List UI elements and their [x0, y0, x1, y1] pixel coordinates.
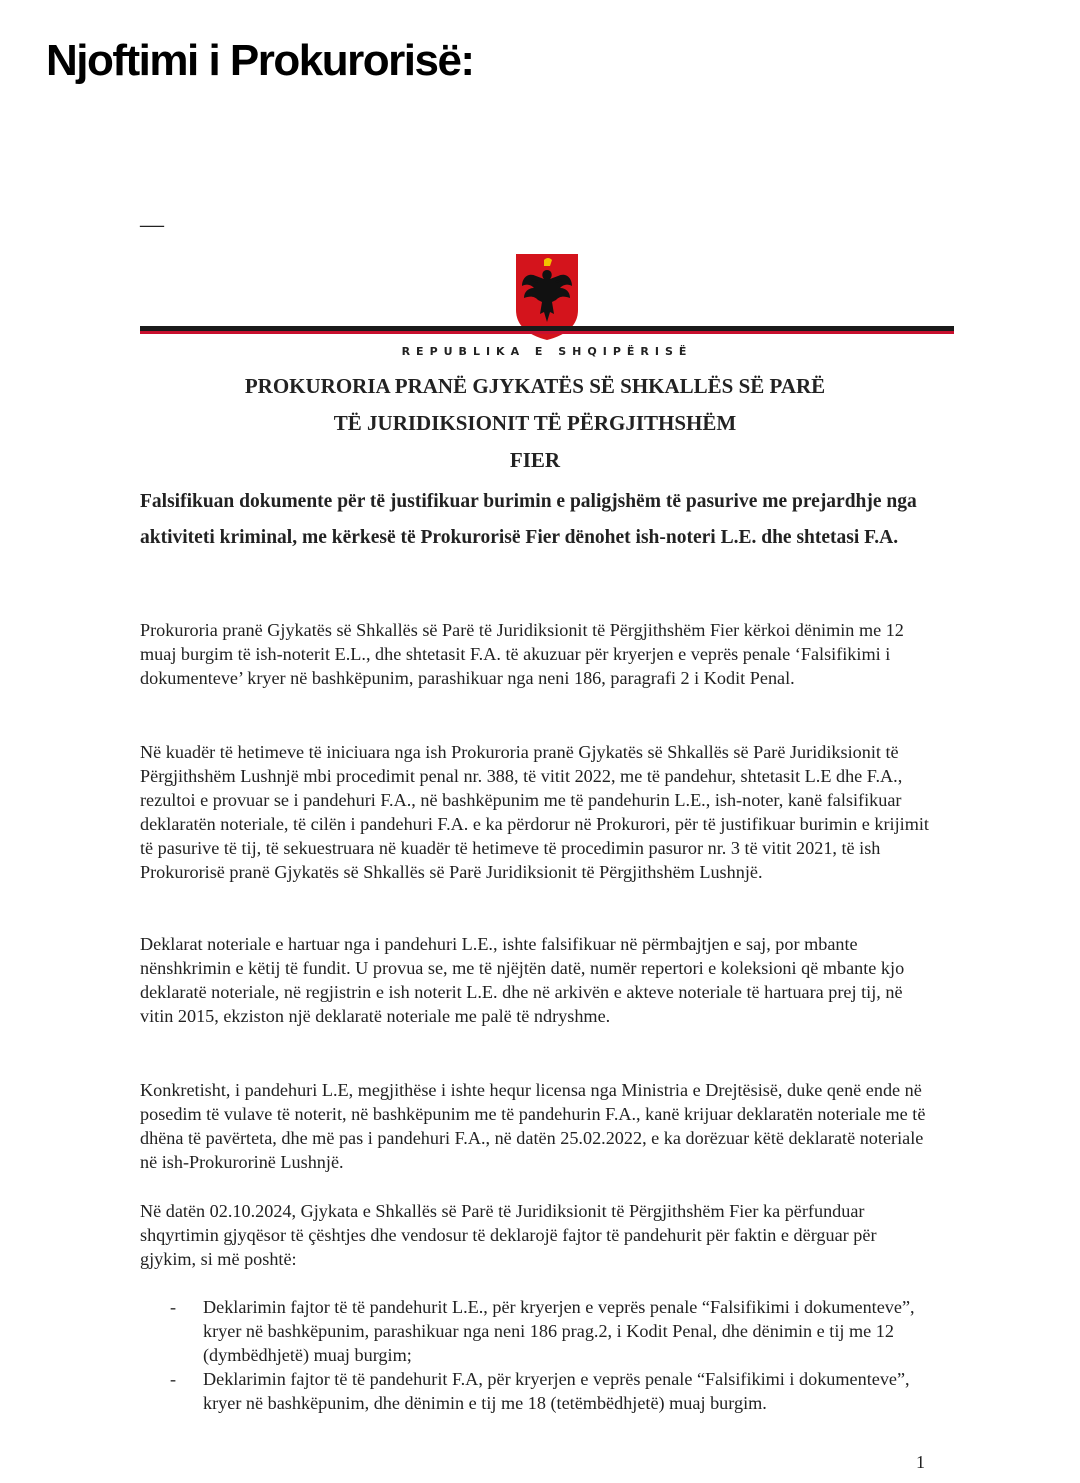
paragraph-5: Në datën 02.10.2024, Gjykata e Shkallës së Parë të Juridiksionit të Përgjithshëm Fier ka përfunduar shqyrtimin gjyqësor të çështjes dhe vendosur të deklarojë fajtor të pandehurit për faktin e dërguar për gjykim, si më poshtë: [140, 1201, 877, 1269]
page-number: 1 [916, 1452, 925, 1472]
press-release-subject: Falsifikuan dokumente për të justifikuar burimin e paligjshëm të pasurive me prejardhje nga aktiviteti kriminal, me kërkesë të Prokurorisë Fier dënohet ish-noteri L.E. dhe shtetasi F.A. [140, 491, 917, 548]
list-item-text: Deklarimin fajtor të të pandehurit F.A, për kryerjen e veprës penale “Falsifikimi i dokumenteve”, kryer në bashkëpunim, dhe dënimin e tij me 18 (tetëmbëdhjetë) muaj burgim. [203, 1369, 910, 1413]
republic-label: REPUBLIKA E SHQIPËRISË [401, 345, 693, 358]
page-title: Njoftimi i Prokurorisë: [46, 36, 474, 85]
office-title-city: FIER [509, 448, 561, 472]
paragraph-1: Prokuroria pranë Gjykatës së Shkallës së Parë të Juridiksionit të Përgjithshëm Fier kërkoi dënimin me 12 muaj burgim të ish-noterit E.L., dhe shtetasit F.A. të akuzuar për kryerjen e veprës penale ‘Falsifikimi i dokumenteve’ kryer në bashkëpunim, parashikuar nga neni 186, paragrafi 2 i Kodit Penal. [140, 620, 904, 688]
verdict-list [170, 1295, 934, 1415]
office-title-line1: PROKURORIA PRANË GJYKATËS SË SHKALLËS SË PARË [244, 374, 826, 398]
list-bullet: - [170, 1369, 177, 1389]
list-item [170, 1367, 934, 1415]
separator-dash: — [140, 212, 164, 238]
header-rule-red [140, 331, 954, 334]
paragraph-2: Në kuadër të hetimeve të iniciuara nga ish Prokuroria pranë Gjykatës së Shkallës së Parë Juridiksionit të Përgjithshëm Lushnjë mbi procedimit penal nr. 388, të vitit 2022, me të pandehur, shtetasit L.E dhe F.A., rezultoi e provuar se i pandehuri F.A., në bashkëpunim me të pandehurin L.E., ish-noter, kanë falsifikuar deklaratën noteriale, të cilën i pandehuri F.A. e ka përdorur në Prokurori, për të justifikuar burimin e krijimit të pasurive të tij, të sekuestruara në kuadër të hetimeve të procedimin pasuror nr. 3 të vitit 2021, të ish Prokurorisë pranë Gjykatës së Shkallës së Parë Juridiksionit të Përgjithshëm Lushnjë. [140, 742, 929, 882]
list-item-text: Deklarimin fajtor të të pandehurit L.E., për kryerjen e veprës penale “Falsifikimi i dokumenteve”, kryer në bashkëpunim, parashikuar nga neni 186 prag.2, i Kodit Penal, dhe dënimin e tij me 12 (dymbëdhjetë) muaj burgim; [203, 1297, 915, 1365]
list-item [170, 1295, 934, 1367]
paragraph-4: Konkretisht, i pandehuri L.E, megjithëse i ishte hequr licensa nga Ministria e Drejtësisë, duke qenë ende në posedim të vulave të noterit, në bashkëpunim me të pandehurin F.A., kanë krijuar deklaratën noteriale me të dhëna të pavërteta, dhe më pas i pandehuri F.A., në datën 25.02.2022, e ka dorëzuar këtë deklaratë noteriale në ish-Prokurorinë Lushnjë. [140, 1080, 926, 1172]
list-bullet: - [170, 1297, 177, 1317]
office-title-line2: TË JURIDIKSIONIT TË PËRGJITHSHËM [333, 411, 737, 435]
paragraph-3: Deklarat noteriale e hartuar nga i pandehuri L.E., ishte falsifikuar në përmbajtjen e saj, por mbante nënshkrimin e këtij të fundit. U provua se, me të njëjtën datë, numër repertori e koleksioni që mbante kjo deklaratë noteriale, në regjistrin e ish noterit L.E. dhe në arkivën e akteve noteriale të hartuara prej tij, në vitin 2015, ekziston një deklaratë noteriale me palë të ndryshme. [140, 934, 905, 1026]
